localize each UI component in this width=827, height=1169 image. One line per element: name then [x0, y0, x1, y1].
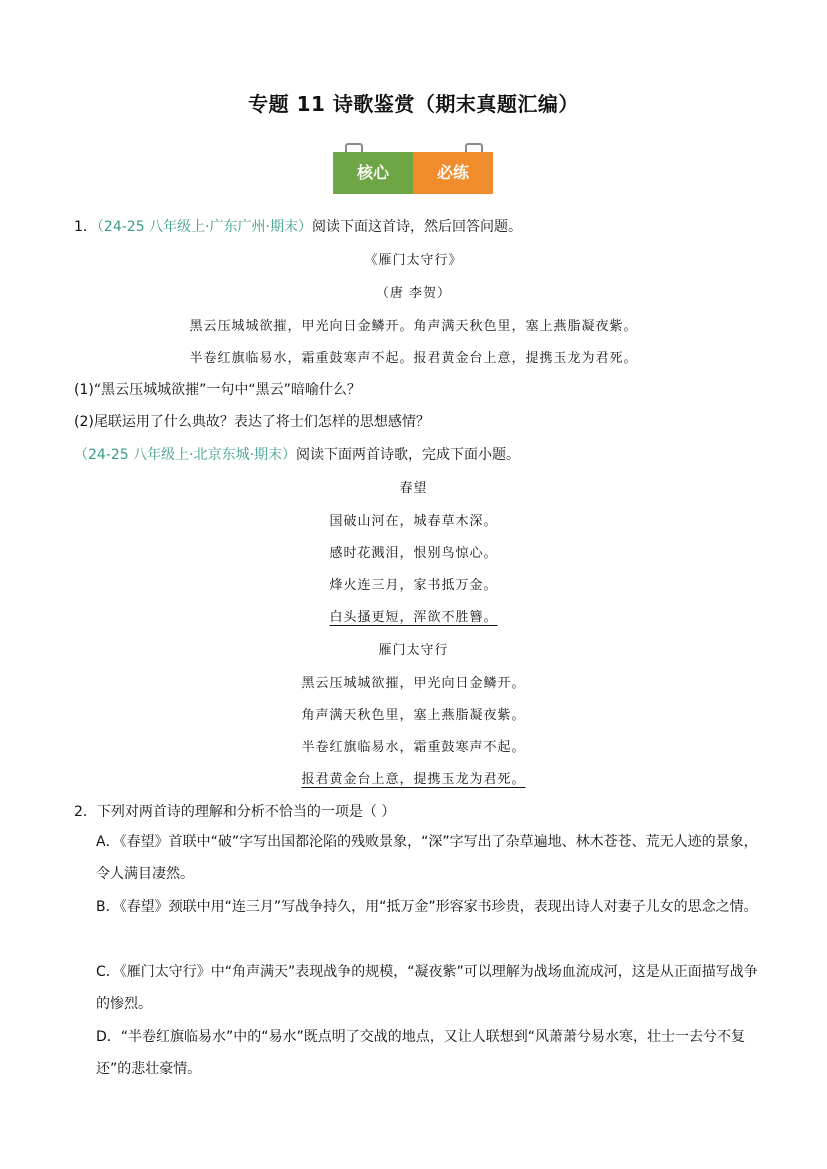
- option-b: B．《春望》颈联中用“连三月”写战争持久，用“抵万金”形容家书珍贵，表现出诗人对妻子儿女的思念之情。: [96, 899, 758, 915]
- poem-line: 半卷红旗临易水，霜重鼓寒声不起。报君黄金台上意，提携玉龙为君死。: [189, 351, 638, 366]
- option-c: C．《雁门太守行》中“角声满天”表现战争的规模，“凝夜紫”可以理解为战场血流成河，这是从正面描写战争的惨烈。: [96, 964, 758, 1012]
- poem-line: 烽火连三月，家书抵万金。: [329, 578, 498, 593]
- question-source: （24-25 八年级上·广东广州·期末）: [96, 219, 312, 235]
- poem-line-underlined: 白头搔更短，浑欲不胜簪。: [329, 610, 498, 625]
- poem-line-underlined: 报君黄金台上意，提携玉龙为君死。: [301, 772, 526, 787]
- poem-line: 黑云压城城欲摧，甲光向日金鳞开。角声满天秋色里，塞上燕脂凝夜紫。: [189, 319, 638, 334]
- option-d: D．“半卷红旗临易水”中的“易水”既点明了交战的地点，又让人联想到“风萧萧兮易水寒，壮士一去兮不复还”的悲壮豪情。: [96, 1029, 746, 1077]
- sub-question-1: (1)“黑云压城城欲摧”一句中“黑云”暗喻什么？: [74, 382, 361, 398]
- question-2-stem: 2．下列对两首诗的理解和分析不恰当的一项是（ ）: [74, 804, 396, 820]
- question-prompt: 阅读下面两首诗歌，完成下面小题。: [296, 447, 521, 463]
- poem-line: [0, 606, 827, 625]
- poem-title: 雁门太守行: [378, 643, 449, 658]
- page-title: 专题 11 诗歌鉴赏（期末真题汇编）: [248, 92, 579, 116]
- poem-title: 《雁门太守行》: [364, 253, 463, 268]
- question-prompt: 阅读下面这首诗，然后回答问题。: [311, 219, 522, 235]
- poem-author: （唐 李贺）: [375, 286, 452, 301]
- poem-line: 黑云压城城欲摧，甲光向日金鳞开。: [301, 676, 526, 691]
- badge-right: 必练: [413, 152, 493, 194]
- poem-line: 国破山河在，城春草木深。: [329, 514, 498, 529]
- core-practice-badge: [333, 152, 493, 194]
- question-2-intro: [74, 444, 520, 464]
- poem-line: 感时花溅泪，恨别鸟惊心。: [329, 546, 498, 561]
- badge-left: 核心: [333, 152, 413, 194]
- question-1-header: [74, 216, 522, 236]
- poem-line: [0, 768, 827, 787]
- sub-question-2: (2)尾联运用了什么典故？表达了将士们怎样的思想感情？: [74, 414, 430, 430]
- question-source: （24-25 八年级上·北京东城·期末）: [74, 447, 297, 463]
- poem-title: 春望: [399, 481, 428, 496]
- poem-line: 角声满天秋色里，塞上燕脂凝夜紫。: [301, 708, 526, 723]
- question-number: 1．: [74, 219, 97, 235]
- poem-line: 半卷红旗临易水，霜重鼓寒声不起。: [301, 740, 526, 755]
- option-a: A．《春望》首联中“破”字写出国都沦陷的残败景象，“深”字写出了杂草遍地、林木苍苍、荒无人迹的景象，令人满目凄然。: [96, 834, 758, 882]
